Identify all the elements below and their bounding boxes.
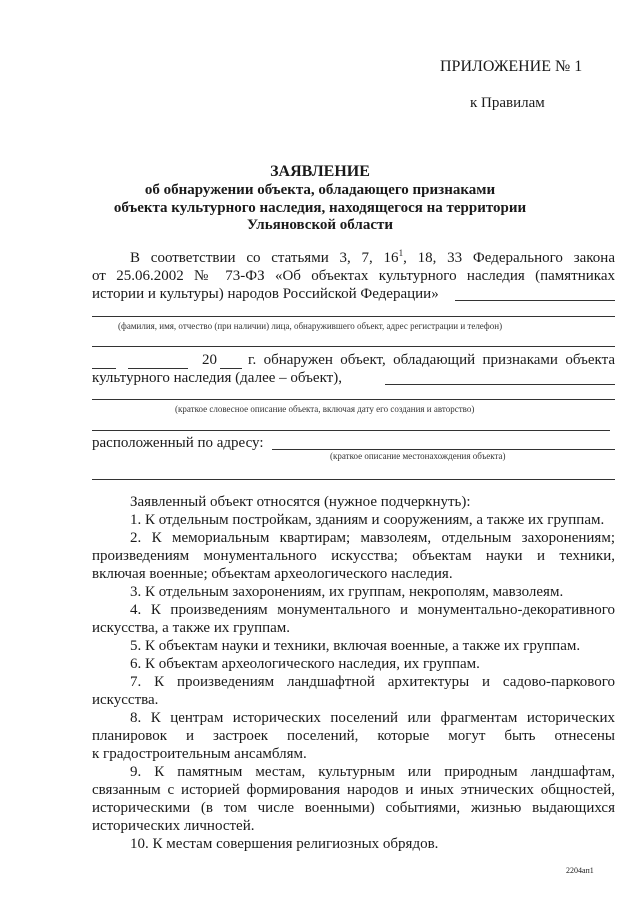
day-fill-line[interactable] — [92, 368, 116, 369]
category-item-8-line-1[interactable]: 8. К центрам исторических поселений или фрагментам исторических — [130, 710, 615, 726]
description-caption: (краткое словесное описание объекта, включая дату его создания и авторство) — [175, 404, 475, 414]
category-item-2-line-1[interactable]: 2. К мемориальным квартирам; мавзолеям, отдельным захоронениям; — [130, 530, 615, 546]
description-fill-line-2[interactable] — [92, 399, 615, 400]
category-item-7-line-1[interactable]: 7. К произведениям ландшафтной архитектуры и садово-паркового — [130, 674, 615, 690]
category-item-6[interactable]: 6. К объектам археологического наследия, их группам. — [130, 656, 480, 672]
document-title: ЗАЯВЛЕНИЕ — [270, 163, 370, 180]
page-code: 2204ап1 — [566, 866, 594, 875]
location-caption: (краткое описание местонахождения объекта) — [330, 451, 506, 461]
intro-line-1: В соответствии со статьями 3, 7, $16^1$, 18, 33 Федерального закона — [130, 248, 615, 266]
appendix-subtitle: к Правилам — [470, 95, 545, 111]
appendix-title: ПРИЛОЖЕНИЕ № 1 — [440, 58, 583, 75]
discovery-line-2: культурного наследия (далее – объект), — [92, 370, 342, 386]
applicant-fill-line-3[interactable] — [92, 346, 615, 347]
category-item-1[interactable]: 1. К отдельным постройкам, зданиям и сооружениям, а также их группам. — [130, 512, 605, 528]
address-label: расположенный по адресу: — [92, 435, 264, 451]
category-item-8-line-3[interactable]: к градостроительным ансамблям. — [92, 746, 307, 762]
document-subtitle-line-3: Ульяновской области — [246, 217, 394, 233]
applicant-fill-line-2[interactable] — [92, 316, 615, 317]
category-item-5[interactable]: 5. К объектам науки и техники, включая военные, а также их группам. — [130, 638, 581, 654]
categories-intro: Заявленный объект относятся (нужное подчеркнуть): — [130, 494, 471, 510]
category-item-9-line-1[interactable]: 9. К памятным местам, культурным или природным ландшафтам, — [130, 764, 615, 780]
category-item-4-line-2[interactable]: искусства, а также их группам. — [92, 620, 291, 636]
category-item-4-line-1[interactable]: 4. К произведениям монументального и монументально-декоративного — [130, 602, 615, 618]
document-subtitle-line-2: объекта культурного наследия, находящегося на территории — [113, 200, 527, 216]
category-item-3[interactable]: 3. К отдельным захоронениям, их группам, некрополям, мавзолеям. — [130, 584, 564, 600]
category-item-2-line-2[interactable]: произведениям монументального искусства; объектам науки и техники, — [92, 548, 615, 564]
category-item-9-line-4[interactable]: исторических личностей. — [92, 818, 255, 834]
month-fill-line[interactable] — [128, 368, 188, 369]
category-item-7-line-2[interactable]: искусства. — [92, 692, 159, 708]
category-item-2-line-3[interactable]: включая военные; объектам археологического наследия. — [92, 566, 453, 582]
address-fill-line-2[interactable] — [92, 479, 615, 480]
description-fill-line-1[interactable] — [385, 384, 615, 385]
applicant-fill-line-1[interactable] — [455, 300, 615, 301]
category-item-9-line-2[interactable]: связанным с историей формирования народов и иных этнических общностей, — [92, 782, 615, 798]
intro-line-3: истории и культуры) народов Российской Федерации» — [92, 286, 439, 302]
discovery-line-1: г. обнаружен объект, обладающий признаками объекта — [248, 352, 615, 368]
category-item-10[interactable]: 10. К местам совершения религиозных обрядов. — [130, 836, 439, 852]
address-fill-line-1[interactable] — [272, 449, 615, 450]
document-subtitle-line-1: об обнаружении объекта, обладающего признаками — [144, 182, 496, 198]
year-fill-line[interactable] — [220, 368, 242, 369]
description-fill-line-3[interactable] — [92, 430, 610, 431]
year-prefix: 20 — [202, 352, 217, 368]
applicant-caption: (фамилия, имя, отчество (при наличии) лица, обнаружившего объект, адрес регистрации и телефон) — [118, 321, 503, 331]
category-item-8-line-2[interactable]: планировок и застроек поселений, которые могут быть отнесены — [92, 728, 615, 744]
intro-line-2: от 25.06.2002 № 73-ФЗ «Об объектах культурного наследия (памятниках — [92, 268, 615, 284]
category-item-9-line-3[interactable]: историческими (в том числе военными) событиями, жизнью выдающихся — [92, 800, 615, 816]
